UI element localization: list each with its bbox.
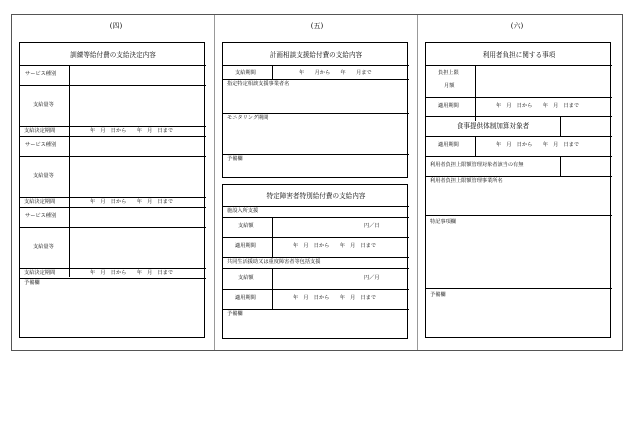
- period-label-1: 支給決定期間: [24, 128, 56, 134]
- facility-applicable-value: 年 月 日から 年 月 日まで: [293, 243, 377, 249]
- section-6-title: 利用者負担に関する事項: [482, 51, 556, 59]
- service-type-label-1: サービス種別: [25, 71, 57, 77]
- facility-per-day: 円／日: [364, 223, 380, 229]
- fold-line-1: [214, 15, 215, 350]
- meal-applicable-value: 年 月 日から 年 月 日まで: [496, 142, 580, 148]
- service-type-label-3: サービス種別: [25, 213, 57, 219]
- section-5-box: [222, 42, 408, 178]
- fold-line-2: [417, 15, 418, 350]
- section-4-title: 訓練等給付費の支給決定内容: [70, 51, 156, 59]
- amount-label-2: 支給量等: [33, 173, 54, 179]
- facility-amount-label: 支給額: [238, 223, 254, 229]
- amount-label-1: 支給量等: [33, 102, 54, 108]
- supply-period-value: 年 月から 年 月まで: [299, 70, 372, 76]
- group-home-applicable-value: 年 月 日から 年 月 日まで: [293, 295, 377, 301]
- section-4-box: [19, 42, 205, 338]
- meal-applicable-label: 適用期間: [438, 142, 459, 148]
- cap-applicable-label: 適用期間: [438, 103, 459, 109]
- cap-label-line2: 月額: [444, 83, 455, 89]
- section-5b-box: [222, 184, 408, 339]
- monitoring-period-label: モニタリング期間: [227, 115, 269, 121]
- period-value-3: 年 月 日から 年 月 日まで: [90, 270, 174, 276]
- period-value-1: 年 月 日から 年 月 日まで: [90, 128, 174, 134]
- cap-label-line1: 負担上限: [438, 70, 459, 76]
- service-type-label-2: サービス種別: [25, 142, 57, 148]
- group-home-label: 共同生活援助又は重度障害者等包括支援: [227, 259, 321, 265]
- section-6-heading: (六): [510, 22, 524, 30]
- facility-support-label: 施設入所支援: [227, 208, 259, 214]
- cap-management-office-label: 利用者負担上限額管理事業所名: [430, 178, 503, 184]
- section-4-remarks-label: 予備欄: [24, 280, 40, 286]
- group-home-applicable-label: 適用期間: [235, 295, 256, 301]
- period-value-2: 年 月 日から 年 月 日まで: [90, 199, 174, 205]
- section-5-heading: (五): [310, 22, 324, 30]
- group-home-per-month: 円／月: [364, 275, 380, 281]
- facility-applicable-label: 適用期間: [235, 243, 256, 249]
- period-label-2: 支給決定期間: [24, 199, 56, 205]
- cap-applicable-value: 年 月 日から 年 月 日まで: [496, 103, 580, 109]
- meal-title: 食事提供体制加算対象者: [456, 122, 530, 130]
- group-home-amount-label: 支給額: [238, 275, 254, 281]
- section-5b-title: 特定障害者特別給付費の支給内容: [266, 192, 366, 200]
- special-notes-label: 特記事項欄: [430, 219, 456, 225]
- amount-label-3: 支給量等: [33, 244, 54, 250]
- section-5b-remarks-label: 予備欄: [227, 311, 243, 317]
- section-6-remarks-label: 予備欄: [430, 292, 446, 298]
- section-5-title: 計画相談支援給付費の支給内容: [269, 51, 363, 59]
- period-label-3: 支給決定期間: [24, 270, 56, 276]
- section-4-heading: (四): [109, 22, 123, 30]
- supply-period-label: 支給期間: [235, 70, 256, 76]
- cap-management-label: 利用者負担上限額管理対象者該当の有無: [430, 162, 524, 168]
- designated-office-label: 指定特定相談支援事業者名: [227, 81, 290, 87]
- section-6-box: [425, 42, 611, 338]
- section-5-remarks-label: 予備欄: [227, 156, 243, 162]
